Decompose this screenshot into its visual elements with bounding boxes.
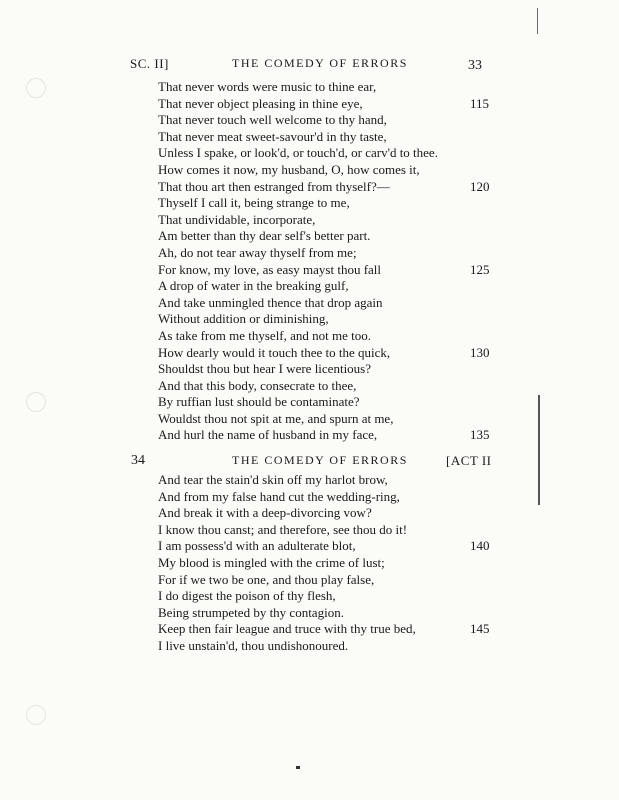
page-number: 34 <box>131 453 145 468</box>
verse-block <box>158 472 490 655</box>
verse-line: That never words were music to thine ear, <box>158 79 377 94</box>
verse-line: How comes it now, my husband, O, how comes it, <box>158 161 420 177</box>
verse-line: I do digest the poison of thy flesh, <box>158 588 336 604</box>
verse-line: That never touch well welcome to thy hand, <box>158 112 387 128</box>
verse-line: And hurl the name of husband in my face, 135 <box>158 427 490 443</box>
verse-line: And from my false hand cut the wedding-ring, <box>158 488 400 504</box>
verse-line: Ah, do not tear away thyself from me; <box>158 244 357 260</box>
verse-block <box>158 79 490 444</box>
verse-line: By ruffian lust should be contaminate? <box>158 394 360 410</box>
verse-line: And that this body, consecrate to thee, <box>158 377 357 393</box>
verse-line: My blood is mingled with the crime of lust; <box>158 554 385 570</box>
verse-line: That thou art then estranged from thyself?— 120 <box>158 178 490 194</box>
running-title: THE COMEDY OF ERRORS <box>232 56 408 70</box>
verse-line: Being strumpeted by thy contagion. <box>158 604 344 620</box>
verse-line: A drop of water in the breaking gulf, <box>158 278 349 294</box>
scan-streak-right <box>538 395 540 505</box>
verse-line: I live unstain'd, thou undishonoured. <box>158 637 349 653</box>
verse-line: Without addition or diminishing, <box>158 311 329 327</box>
act-label: [ACT II <box>446 453 492 468</box>
scan-speck <box>296 766 300 769</box>
page-number: 33 <box>468 58 482 73</box>
verse-line: For if we two be one, and thou play false, <box>158 571 375 587</box>
verse-line: For know, my love, as easy mayst thou fall 125 <box>158 261 490 277</box>
verse-line: And break it with a deep-divorcing vow? <box>158 505 372 521</box>
hole-punch-mark-bottom <box>26 705 46 725</box>
verse-line: Unless I spake, or look'd, or touch'd, or carv'd to thee. <box>158 145 438 161</box>
verse-line: I am possess'd with an adulterate blot, 140 <box>158 538 490 554</box>
verse-line: I know thou canst; and therefore, see thou do it! <box>158 521 408 537</box>
verse-line: Shouldst thou but hear I were licentious? <box>158 361 372 377</box>
verse-line: As take from me thyself, and not me too. <box>158 327 372 343</box>
verse-line: That never meat sweet-savour'd in thy taste, <box>158 128 387 144</box>
verse-line: Thyself I call it, being strange to me, <box>158 195 350 211</box>
verse-line: Wouldst thou not spit at me, and spurn at me, <box>158 410 394 426</box>
verse-line: Keep then fair league and truce with thy true bed, 145 <box>158 621 490 637</box>
verse-line: How dearly would it touch thee to the quick, 130 <box>158 344 490 360</box>
scene-label: SC. II] <box>130 56 169 71</box>
verse-line: That undividable, incorporate, <box>158 211 316 227</box>
scan-streak-top-right <box>537 8 538 34</box>
verse-line: Am better than thy dear self's better part. <box>158 228 371 244</box>
hole-punch-mark-top <box>26 78 46 98</box>
running-title: THE COMEDY OF ERRORS <box>232 453 408 467</box>
hole-punch-mark-middle <box>26 392 46 412</box>
verse-line: And tear the stain'd skin off my harlot brow, <box>158 472 388 487</box>
verse-line: That never object pleasing in thine eye, 115 <box>158 95 490 111</box>
verse-line: And take unmingled thence that drop again <box>158 294 383 310</box>
